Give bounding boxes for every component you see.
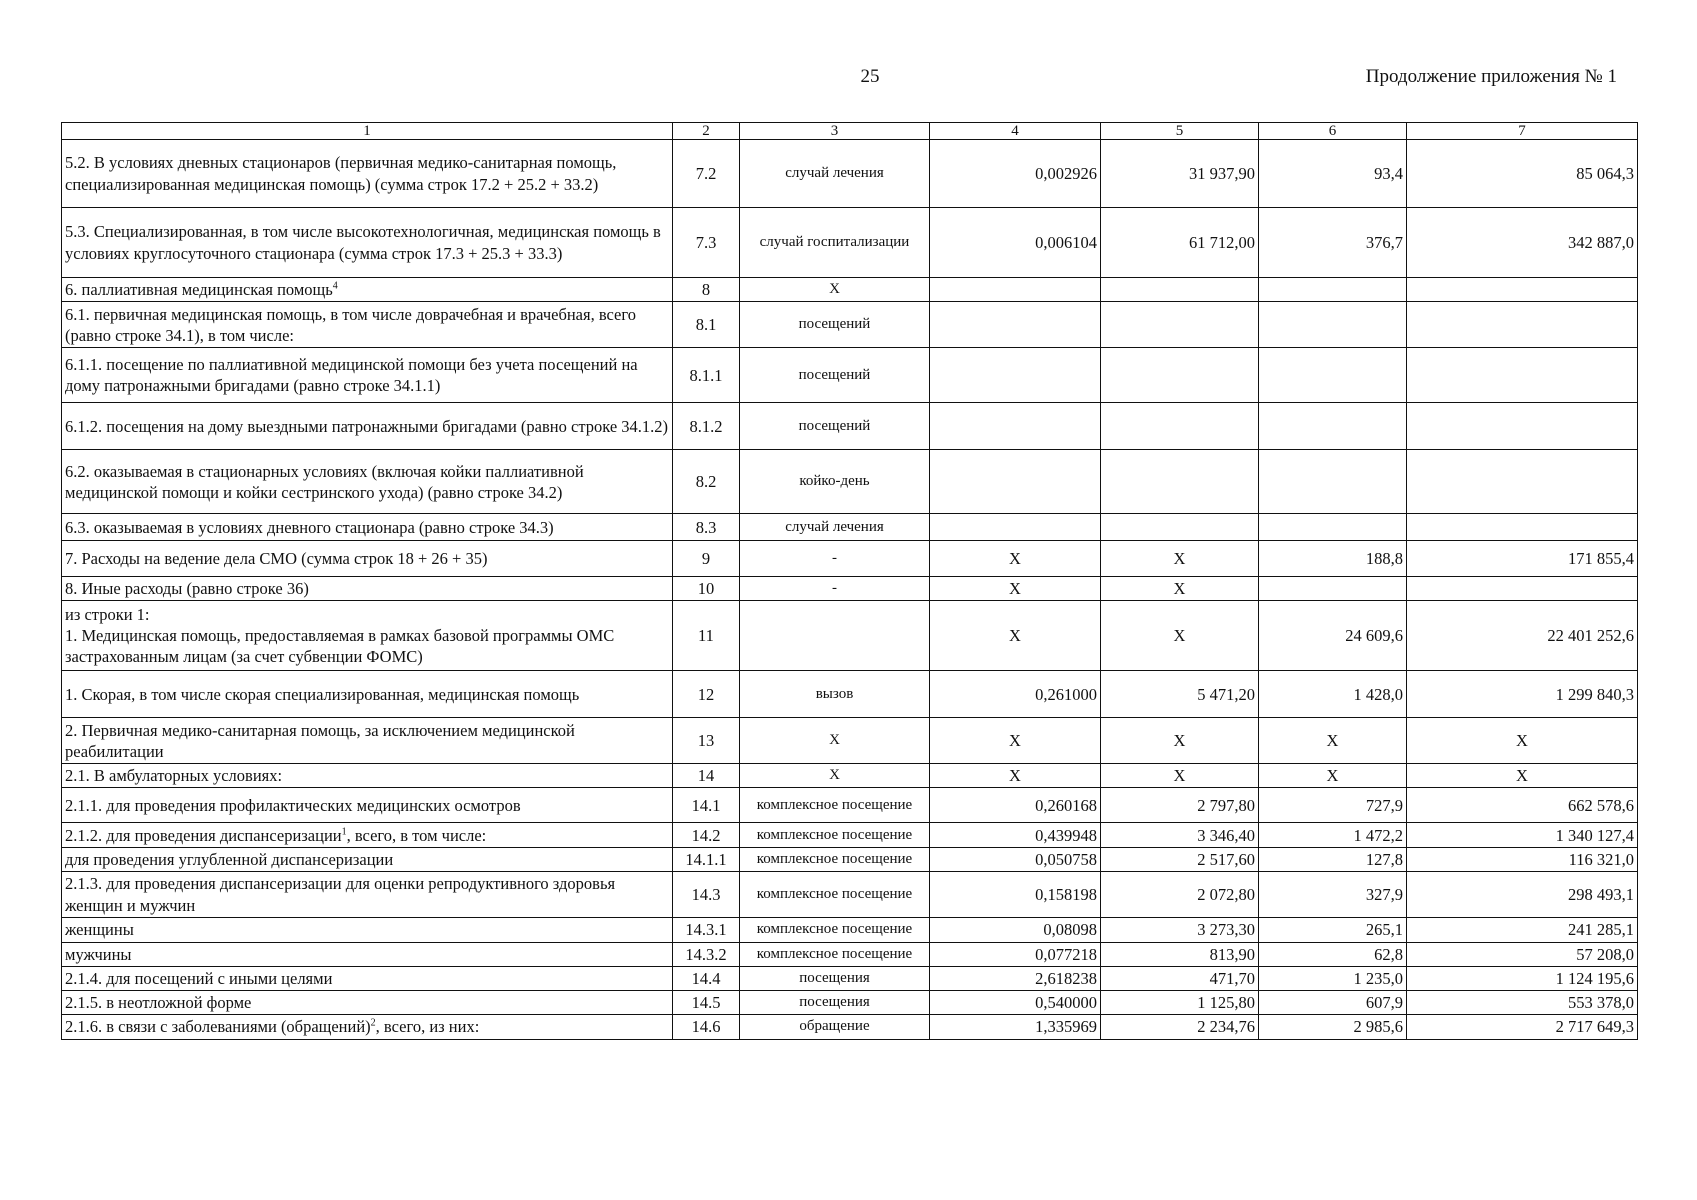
row-code: 11 xyxy=(673,601,740,671)
row-label xyxy=(62,1014,673,1039)
value-col7: 342 887,0 xyxy=(1407,208,1638,278)
value-col6: 93,4 xyxy=(1259,140,1407,208)
value-col6: 24 609,6 xyxy=(1259,601,1407,671)
table-row xyxy=(62,942,1638,966)
value-col6: 727,9 xyxy=(1259,788,1407,823)
value-col5: 2 072,80 xyxy=(1101,872,1259,917)
value-col4: 0,261000 xyxy=(930,671,1101,718)
table-row xyxy=(62,278,1638,302)
row-label-text: 6.1. первичная медицинская помощь, в том числе доврачебная и врачебная, всего (равно строке 34.1), в том числе: xyxy=(65,304,636,345)
row-label-continuation: 1. Медицинская помощь, предоставляемая в рамках базовой программы ОМС застрахованным лицам (за счет субвенции ФОМС) xyxy=(65,626,615,667)
value-col7: 241 285,1 xyxy=(1407,917,1638,942)
footnote-mark: 2 xyxy=(370,1017,376,1029)
row-label-text: 6.2. оказываемая в стационарных условиях (включая койки паллиативной медицинской помощи и койки сестринского ухода) (равно строке 34.2) xyxy=(65,461,584,502)
column-header: 7 xyxy=(1407,123,1638,140)
value-col4 xyxy=(930,450,1101,514)
row-label-text: 2.1.1. для проведения профилактических медицинских осмотров xyxy=(65,795,521,815)
column-number-row xyxy=(62,123,1638,140)
value-col6: X xyxy=(1259,764,1407,788)
row-label xyxy=(62,966,673,990)
value-col5 xyxy=(1101,514,1259,541)
value-col4 xyxy=(930,348,1101,403)
unit-cell: X xyxy=(740,278,930,302)
value-col6 xyxy=(1259,348,1407,403)
table-row xyxy=(62,450,1638,514)
row-label xyxy=(62,302,673,348)
unit-cell: случай госпитализации xyxy=(740,208,930,278)
column-header: 6 xyxy=(1259,123,1407,140)
table-row xyxy=(62,917,1638,942)
value-col7: 57 208,0 xyxy=(1407,942,1638,966)
value-col6 xyxy=(1259,302,1407,348)
value-col6: 62,8 xyxy=(1259,942,1407,966)
row-label xyxy=(62,788,673,823)
value-col6: 2 985,6 xyxy=(1259,1014,1407,1039)
table-row xyxy=(62,541,1638,577)
unit-cell: посещений xyxy=(740,302,930,348)
row-label-continuation: , всего, в том числе: xyxy=(346,825,487,845)
value-col6 xyxy=(1259,514,1407,541)
row-code: 10 xyxy=(673,577,740,601)
value-col6: 1 428,0 xyxy=(1259,671,1407,718)
table-row xyxy=(62,848,1638,872)
row-label-text: 6.3. оказываемая в условиях дневного стационара (равно строке 34.3) xyxy=(65,517,554,537)
row-label-text: 2.1.3. для проведения диспансеризации для оценки репродуктивного здоровья женщин и мужчин xyxy=(65,874,616,915)
value-col4: 0,08098 xyxy=(930,917,1101,942)
value-col5 xyxy=(1101,403,1259,450)
value-col7: 1 340 127,4 xyxy=(1407,823,1638,848)
row-code: 14.3 xyxy=(673,872,740,917)
row-label xyxy=(62,942,673,966)
row-label-text: 2.1.4. для посещений с иными целями xyxy=(65,968,333,988)
row-label xyxy=(62,348,673,403)
table-row xyxy=(62,302,1638,348)
value-col4 xyxy=(930,278,1101,302)
value-col4: X xyxy=(930,541,1101,577)
footnote-mark: 1 xyxy=(341,826,347,838)
row-label xyxy=(62,450,673,514)
row-label xyxy=(62,990,673,1014)
value-col5: 2 234,76 xyxy=(1101,1014,1259,1039)
row-code: 14.1.1 xyxy=(673,848,740,872)
unit-cell: - xyxy=(740,541,930,577)
value-col4: 0,077218 xyxy=(930,942,1101,966)
row-label xyxy=(62,764,673,788)
unit-cell: посещения xyxy=(740,990,930,1014)
row-label-text: женщины xyxy=(65,920,134,940)
row-code: 14.3.2 xyxy=(673,942,740,966)
row-code: 7.3 xyxy=(673,208,740,278)
row-code: 14.5 xyxy=(673,990,740,1014)
unit-cell: X xyxy=(740,718,930,764)
value-col4: 0,540000 xyxy=(930,990,1101,1014)
value-col4: X xyxy=(930,764,1101,788)
row-label-text: 5.3. Специализированная, в том числе высокотехнологичная, медицинская помощь в условиях круглосуточного стационара (сумма строк 17.3 + 25.3 + 33.3) xyxy=(65,222,661,263)
value-col6: 376,7 xyxy=(1259,208,1407,278)
table-row xyxy=(62,514,1638,541)
value-col4: X xyxy=(930,577,1101,601)
value-col5 xyxy=(1101,450,1259,514)
table-row xyxy=(62,208,1638,278)
value-col6 xyxy=(1259,577,1407,601)
unit-cell: X xyxy=(740,764,930,788)
row-label-text: 6.1.2. посещения на дому выездными патронажными бригадами (равно строке 34.1.2) xyxy=(65,416,669,436)
unit-cell xyxy=(740,601,930,671)
value-col5 xyxy=(1101,302,1259,348)
table-row xyxy=(62,140,1638,208)
row-label-text: 1. Скорая, в том числе скорая специализированная, медицинская помощь xyxy=(65,684,580,704)
value-col7: 1 299 840,3 xyxy=(1407,671,1638,718)
value-col6: 1 235,0 xyxy=(1259,966,1407,990)
column-header: 2 xyxy=(673,123,740,140)
page-number: 25 xyxy=(860,66,880,87)
row-code: 14 xyxy=(673,764,740,788)
value-col7: X xyxy=(1407,764,1638,788)
table-row xyxy=(62,403,1638,450)
row-code: 8.3 xyxy=(673,514,740,541)
row-label xyxy=(62,140,673,208)
value-col5: 61 712,00 xyxy=(1101,208,1259,278)
value-col6: 1 472,2 xyxy=(1259,823,1407,848)
row-label xyxy=(62,671,673,718)
row-label-text: 2. Первичная медико-санитарная помощь, за исключением медицинской реабилитации xyxy=(65,720,575,761)
unit-cell: койко-день xyxy=(740,450,930,514)
unit-cell: случай лечения xyxy=(740,514,930,541)
value-col5: 3 273,30 xyxy=(1101,917,1259,942)
unit-cell: обращение xyxy=(740,1014,930,1039)
unit-cell: комплексное посещение xyxy=(740,917,930,942)
value-col6 xyxy=(1259,403,1407,450)
row-label xyxy=(62,872,673,917)
value-col7: 2 717 649,3 xyxy=(1407,1014,1638,1039)
row-label-text: мужчины xyxy=(65,944,132,964)
value-col7: 171 855,4 xyxy=(1407,541,1638,577)
value-col6: X xyxy=(1259,718,1407,764)
value-col7: 85 064,3 xyxy=(1407,140,1638,208)
unit-cell: комплексное посещение xyxy=(740,942,930,966)
value-col5: 3 346,40 xyxy=(1101,823,1259,848)
table-row xyxy=(62,1014,1638,1039)
row-label-text: 2.1.2. для проведения диспансеризации xyxy=(65,825,342,845)
value-col7: X xyxy=(1407,718,1638,764)
table-row xyxy=(62,601,1638,671)
row-label xyxy=(62,577,673,601)
value-col7: 22 401 252,6 xyxy=(1407,601,1638,671)
unit-cell: посещений xyxy=(740,348,930,403)
value-col4: 0,006104 xyxy=(930,208,1101,278)
row-label-text: 5.2. В условиях дневных стационаров (первичная медико-санитарная помощь, специализированная медицинская помощь) (сумма строк 17.2 + 25.2 + 33.2) xyxy=(65,153,617,194)
value-col5: 813,90 xyxy=(1101,942,1259,966)
row-label xyxy=(62,848,673,872)
value-col7 xyxy=(1407,514,1638,541)
value-col7: 116 321,0 xyxy=(1407,848,1638,872)
row-label-text: 6. паллиативная медицинская помощь xyxy=(65,280,333,299)
value-col6 xyxy=(1259,450,1407,514)
value-col5 xyxy=(1101,278,1259,302)
row-code: 14.2 xyxy=(673,823,740,848)
unit-cell: комплексное посещение xyxy=(740,788,930,823)
table-row xyxy=(62,872,1638,917)
value-col6 xyxy=(1259,278,1407,302)
row-label-text: 2.1.6. в связи с заболеваниями (обращений) xyxy=(65,1017,371,1037)
table-row xyxy=(62,348,1638,403)
unit-cell: вызов xyxy=(740,671,930,718)
appendix-label: Продолжение приложения № 1 xyxy=(1365,66,1617,87)
data-table xyxy=(61,122,1638,1040)
row-code: 8.1.2 xyxy=(673,403,740,450)
value-col6: 127,8 xyxy=(1259,848,1407,872)
value-col4: 0,050758 xyxy=(930,848,1101,872)
value-col7 xyxy=(1407,302,1638,348)
value-col6: 607,9 xyxy=(1259,990,1407,1014)
table-row xyxy=(62,823,1638,848)
table-row xyxy=(62,966,1638,990)
value-col5 xyxy=(1101,348,1259,403)
row-label xyxy=(62,278,673,302)
value-col5: 5 471,20 xyxy=(1101,671,1259,718)
value-col5: 471,70 xyxy=(1101,966,1259,990)
row-label xyxy=(62,601,673,671)
value-col7 xyxy=(1407,403,1638,450)
value-col5: 31 937,90 xyxy=(1101,140,1259,208)
row-label-text: 2.1. В амбулаторных условиях: xyxy=(65,766,283,786)
row-label-text: из строки 1: xyxy=(65,605,150,625)
value-col6: 188,8 xyxy=(1259,541,1407,577)
row-label-text: для проведения углубленной диспансеризации xyxy=(65,850,394,870)
value-col7: 662 578,6 xyxy=(1407,788,1638,823)
value-col5: 2 517,60 xyxy=(1101,848,1259,872)
value-col7: 1 124 195,6 xyxy=(1407,966,1638,990)
row-label-text: 8. Иные расходы (равно строке 36) xyxy=(65,579,309,599)
value-col7 xyxy=(1407,348,1638,403)
row-label-text: 7. Расходы на ведение дела СМО (сумма строк 18 + 26 + 35) xyxy=(65,549,488,569)
value-col7: 298 493,1 xyxy=(1407,872,1638,917)
column-header: 3 xyxy=(740,123,930,140)
row-label-text: 2.1.5. в неотложной форме xyxy=(65,992,252,1012)
value-col4: 0,002926 xyxy=(930,140,1101,208)
unit-cell: посещений xyxy=(740,403,930,450)
row-code: 12 xyxy=(673,671,740,718)
value-col5: X xyxy=(1101,541,1259,577)
value-col4: 0,439948 xyxy=(930,823,1101,848)
unit-cell: посещения xyxy=(740,966,930,990)
row-code: 14.6 xyxy=(673,1014,740,1039)
value-col5: X xyxy=(1101,601,1259,671)
unit-cell: случай лечения xyxy=(740,140,930,208)
row-code: 8.1 xyxy=(673,302,740,348)
row-label-continuation: , всего, из них: xyxy=(375,1017,480,1037)
row-code: 7.2 xyxy=(673,140,740,208)
value-col4: 1,335969 xyxy=(930,1014,1101,1039)
value-col7 xyxy=(1407,278,1638,302)
table-row xyxy=(62,990,1638,1014)
table-row xyxy=(62,788,1638,823)
value-col6: 327,9 xyxy=(1259,872,1407,917)
row-code: 8.1.1 xyxy=(673,348,740,403)
unit-cell: - xyxy=(740,577,930,601)
row-label xyxy=(62,403,673,450)
row-code: 8.2 xyxy=(673,450,740,514)
value-col5: X xyxy=(1101,764,1259,788)
value-col5: 1 125,80 xyxy=(1101,990,1259,1014)
value-col4: 0,158198 xyxy=(930,872,1101,917)
row-code: 13 xyxy=(673,718,740,764)
value-col4: X xyxy=(930,601,1101,671)
row-code: 14.3.1 xyxy=(673,917,740,942)
column-header: 5 xyxy=(1101,123,1259,140)
row-label-text: 6.1.1. посещение по паллиативной медицинской помощи без учета посещений на дому патронажными бригадами (равно строке 34.1.1) xyxy=(65,355,638,396)
row-label xyxy=(62,823,673,848)
row-label xyxy=(62,541,673,577)
value-col4 xyxy=(930,403,1101,450)
value-col7 xyxy=(1407,450,1638,514)
row-label xyxy=(62,208,673,278)
unit-cell: комплексное посещение xyxy=(740,823,930,848)
table-row xyxy=(62,577,1638,601)
table-row xyxy=(62,718,1638,764)
row-label xyxy=(62,514,673,541)
column-header: 1 xyxy=(62,123,673,140)
column-header: 4 xyxy=(930,123,1101,140)
value-col4: 0,260168 xyxy=(930,788,1101,823)
row-code: 14.1 xyxy=(673,788,740,823)
value-col5: X xyxy=(1101,718,1259,764)
value-col4: X xyxy=(930,718,1101,764)
value-col7 xyxy=(1407,577,1638,601)
value-col4: 2,618238 xyxy=(930,966,1101,990)
value-col4 xyxy=(930,302,1101,348)
row-code: 14.4 xyxy=(673,966,740,990)
value-col5: 2 797,80 xyxy=(1101,788,1259,823)
row-label xyxy=(62,917,673,942)
row-code: 8 xyxy=(673,278,740,302)
table-row xyxy=(62,764,1638,788)
unit-cell: комплексное посещение xyxy=(740,872,930,917)
footnote-mark: 4 xyxy=(332,280,338,292)
row-code: 9 xyxy=(673,541,740,577)
value-col7: 553 378,0 xyxy=(1407,990,1638,1014)
row-label xyxy=(62,718,673,764)
table-row xyxy=(62,671,1638,718)
value-col5: X xyxy=(1101,577,1259,601)
value-col4 xyxy=(930,514,1101,541)
unit-cell: комплексное посещение xyxy=(740,848,930,872)
value-col6: 265,1 xyxy=(1259,917,1407,942)
